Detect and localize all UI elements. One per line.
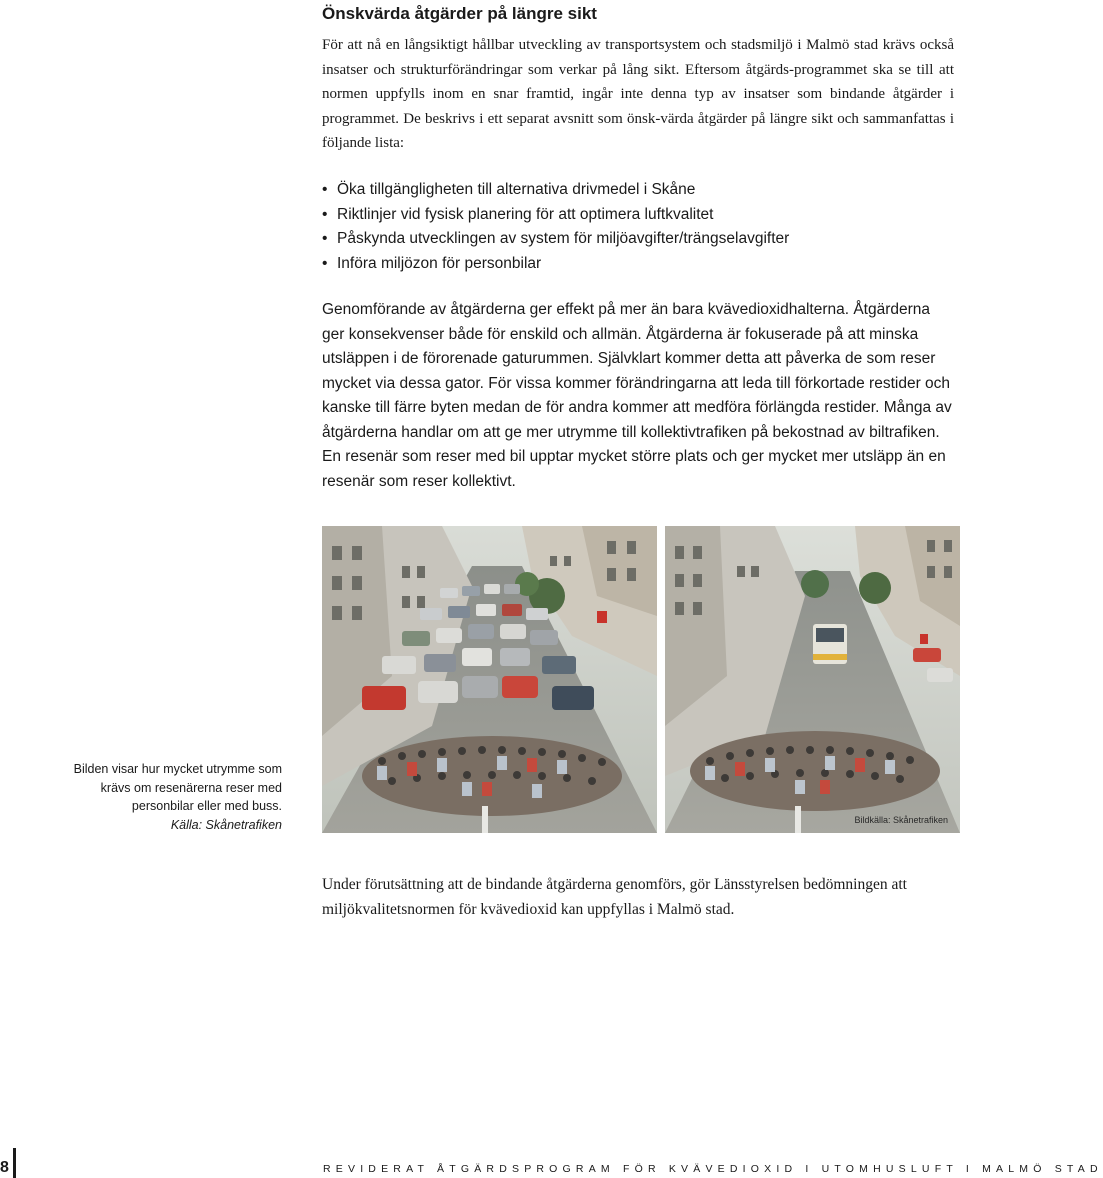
list-item-text: Påskynda utvecklingen av system för miljöavgifter/trängselavgifter xyxy=(337,230,790,247)
body-text: Genomförande av åtgärderna ger effekt på mer än bara kvävedioxidhalterna. Åtgärderna ger konsekvenser både för enskild och allmän. Åtgärderna är fokuserade på att minska utsläppen i de förorenade gaturummen. Självklart kommer detta att påverka de som reser mycket via dessa gator. För vissa kommer förändringarna att leda till förkortade restider och kanske till färre byten medan de för andra kommer att medföra förlängda restider. Många av åtgärderna handlar om att ge mer utrymme till kollektivtrafiken på bekostnad av biltrafiken. En resenär som reser med bil upptar mycket större plats och ger mycket mer utsläpp än en resenär som reser kollektivt. xyxy=(322,301,952,490)
section-heading: Önskvärda åtgärder på längre sikt xyxy=(322,4,597,23)
list-item xyxy=(322,252,789,277)
bus-photo xyxy=(665,526,960,833)
list-item xyxy=(322,203,789,228)
photo-caption xyxy=(40,760,282,834)
conclusion-paragraph xyxy=(322,873,958,922)
intro-text: För att nå en långsiktigt hållbar utveckling av transportsystem och stadsmiljö i Malmö stad krävs också insatser och strukturförändringar som verkar på lång sikt. Eftersom åtgärds-programmet ska se till att normen uppfylls inom en snar framtid, ingår inte denna typ av insatser som bindande åtgärder i programmet. De beskrivs i ett separat avsnitt som önsk-värda åtgärder på längre sikt och sammanfattas i följande lista: xyxy=(322,37,954,151)
conclusion-text: Under förutsättning att de bindande åtgärderna genomförs, gör Länsstyrelsen bedömningen att miljökvalitetsnormen för kvävedioxid kan uppfyllas i Malmö stad. xyxy=(322,876,907,918)
list-item-text: Riktlinjer vid fysisk planering för att optimera luftkvalitet xyxy=(337,205,714,223)
list-item xyxy=(322,227,789,252)
photo-credit: Bildkälla: Skånetrafiken xyxy=(854,815,948,825)
list-item xyxy=(322,178,789,203)
intro-paragraph xyxy=(322,33,954,156)
bullet-icon: • xyxy=(322,254,328,272)
bullet-icon: • xyxy=(322,205,328,223)
list-item-text: Införa miljözon för personbilar xyxy=(337,254,542,272)
bullet-icon: • xyxy=(322,230,328,247)
footer-rule xyxy=(13,1148,16,1178)
bullet-icon: • xyxy=(322,181,328,198)
measures-list xyxy=(322,178,789,276)
comparison-photo xyxy=(322,526,960,833)
list-item-text: Öka tillgängligheten till alternativa drivmedel i Skåne xyxy=(337,181,696,198)
cars-photo xyxy=(322,526,657,833)
caption-source: Källa: Skånetrafiken xyxy=(170,817,282,832)
page-number: 8 xyxy=(0,1159,9,1176)
running-footer: REVIDERAT ÅTGÄRDSPROGRAM FÖR KVÄVEDIOXID I UTOMHUSLUFT I MALMÖ STAD xyxy=(323,1163,1103,1175)
caption-line: krävs om resenärerna reser med xyxy=(100,780,282,795)
body-paragraph xyxy=(322,298,952,494)
caption-line: personbilar eller med buss. xyxy=(131,799,282,813)
caption-line: Bilden visar hur mycket utrymme som xyxy=(73,762,282,776)
